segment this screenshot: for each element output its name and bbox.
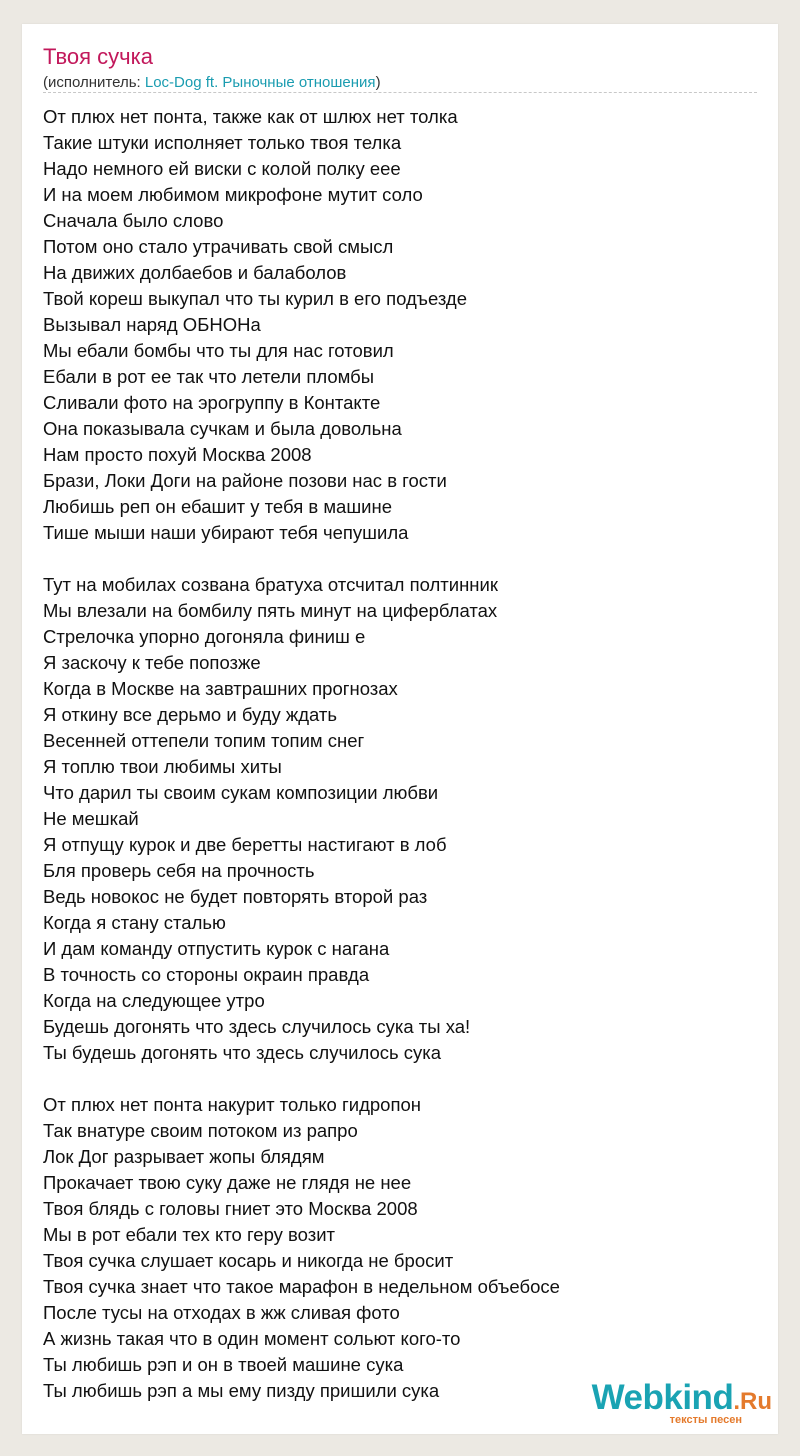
lyric-line: Когда в Москве на завтрашних прогнозах xyxy=(43,678,398,699)
lyric-line: Когда на следующее утро xyxy=(43,990,265,1011)
logo-tld: .Ru xyxy=(733,1388,772,1415)
lyric-line: А жизнь такая что в один момент сольют кого-то xyxy=(43,1328,461,1349)
lyric-line: На движих долбаебов и балаболов xyxy=(43,262,347,283)
lyrics-page xyxy=(22,24,778,1434)
lyric-line: Такие штуки исполняет только твоя телка xyxy=(43,132,402,153)
lyric-line: Я отпущу курок и две беретты настигают в лоб xyxy=(43,834,447,855)
lyric-line: Лок Дог разрывает жопы блядям xyxy=(43,1146,325,1167)
lyric-line: Она показывала сучкам и была довольна xyxy=(43,418,402,439)
lyric-line: Потом оно стало утрачивать свой смысл xyxy=(43,236,394,257)
lyric-line: Сливали фото на эрогруппу в Контакте xyxy=(43,392,381,413)
lyric-line: Бля проверь себя на прочность xyxy=(43,860,315,881)
lyric-line: Прокачает твою суку даже не глядя не нее xyxy=(43,1172,412,1193)
lyric-line: Я топлю твои любимы хиты xyxy=(43,756,282,777)
lyric-line: Твоя сучка слушает косарь и никогда не бросит xyxy=(43,1250,454,1271)
lyric-line: Весенней оттепели топим топим снег xyxy=(43,730,365,751)
title-divider xyxy=(43,92,757,93)
lyric-line: В точность со стороны окраин правда xyxy=(43,964,370,985)
lyric-line: Стрелочка упорно догоняла финиш е xyxy=(43,626,366,647)
lyric-line: И дам команду отпустить курок с нагана xyxy=(43,938,390,959)
lyric-line: Будешь догонять что здесь случилось сука ты ха! xyxy=(43,1016,471,1037)
lyric-line: Вызывал наряд ОБНОНа xyxy=(43,314,261,335)
lyric-line: Ты будешь догонять что здесь случилось сука xyxy=(43,1042,442,1063)
site-logo[interactable] xyxy=(572,1378,772,1428)
lyric-line: Твоя блядь с головы гниет это Москва 2008 xyxy=(43,1198,418,1219)
artist-link[interactable]: Loc-Dog ft. Рыночные отношения xyxy=(144,74,376,91)
lyrics-text xyxy=(43,104,757,1404)
song-byline xyxy=(43,73,381,93)
lyric-line: Я откину все дерьмо и буду ждать xyxy=(43,704,337,725)
lyric-line: Что дарил ты своим сукам композиции любви xyxy=(43,782,439,803)
lyric-line: Ты любишь рэп а мы ему пизду пришили сука xyxy=(43,1380,440,1401)
stanza-gap xyxy=(43,1066,757,1092)
lyric-line: Мы в рот ебали тех кто геру возит xyxy=(43,1224,336,1245)
lyric-line: Ебали в рот ее так что летели пломбы xyxy=(43,366,375,387)
logo-main-text: Webkind xyxy=(591,1378,734,1417)
lyric-line: От плюх нет понта накурит только гидропон xyxy=(43,1094,421,1115)
lyric-line: Брази, Локи Доги на районе позови нас в гости xyxy=(43,470,447,491)
lyric-line: От плюх нет понта, также как от шлюх нет толка xyxy=(43,106,458,127)
lyric-line: Сначала было слово xyxy=(43,210,224,231)
song-title: Твоя сучка xyxy=(43,44,153,69)
byline-prefix: (исполнитель: xyxy=(43,74,145,91)
lyric-line: Надо немного ей виски с колой полку еее xyxy=(43,158,401,179)
lyric-line: Так внатуре своим потоком из рапро xyxy=(43,1120,358,1141)
lyric-line: Не мешкай xyxy=(43,808,139,829)
lyric-line: Твой кореш выкупал что ты курил в его подъезде xyxy=(43,288,468,309)
logo-tagline: тексты песен xyxy=(669,1414,742,1426)
lyric-line: Ты любишь рэп и он в твоей машине сука xyxy=(43,1354,404,1375)
lyric-line: Мы ебали бомбы что ты для нас готовил xyxy=(43,340,394,361)
lyric-line: Ведь новокос не будет повторять второй раз xyxy=(43,886,428,907)
lyric-line: Тише мыши наши убирают тебя чепушила xyxy=(43,522,409,543)
lyric-line: Любишь реп он ебашит у тебя в машине xyxy=(43,496,393,517)
stanza-gap xyxy=(43,546,757,572)
byline-suffix: ) xyxy=(375,74,381,91)
lyric-line: Нам просто похуй Москва 2008 xyxy=(43,444,312,465)
lyric-line: После тусы на отходах в жж сливая фото xyxy=(43,1302,400,1323)
lyric-line: Твоя сучка знает что такое марафон в недельном объебосе xyxy=(43,1276,560,1297)
lyric-line: Когда я стану сталью xyxy=(43,912,226,933)
lyric-line: И на моем любимом микрофоне мутит соло xyxy=(43,184,423,205)
lyric-line: Я заскочу к тебе попозже xyxy=(43,652,261,673)
lyric-line: Мы влезали на бомбилу пять минут на циферблатах xyxy=(43,600,498,621)
lyric-line: Тут на мобилах созвана братуха отсчитал полтинник xyxy=(43,574,498,595)
